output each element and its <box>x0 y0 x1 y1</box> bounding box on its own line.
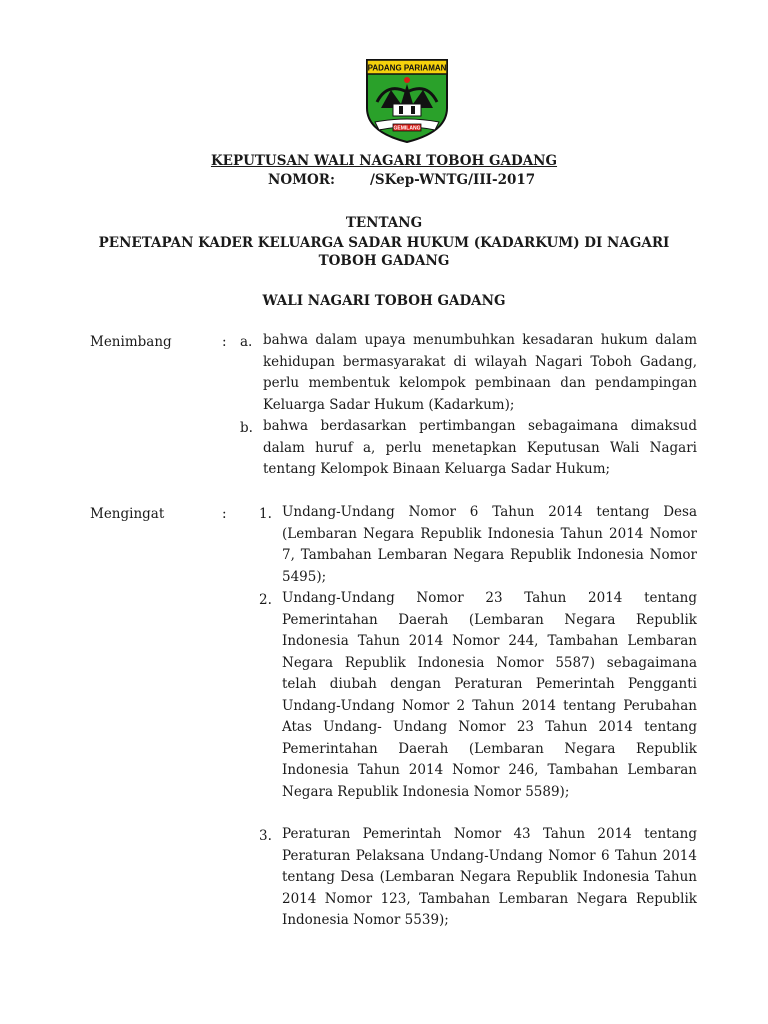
padang-pariaman-logo <box>363 56 451 144</box>
mengingat-3-text: Peraturan Pemerintah Nomor 43 Tahun 2014 tentang Peraturan Pelaksana Undang-Undang Nomor 6 Tahun 2014 tentang Desa (Lembaran Negara Republik Indonesia Tahun 2014 Nomor 123, Tambahan Lembaran Negara Republik Indonesia Nomor 5539); <box>282 826 697 928</box>
tentang-heading: TENTANG <box>345 215 423 231</box>
menimbang-b-text: bahwa berdasarkan pertimbangan sebagaimana dimaksud dalam huruf a, perlu menetapkan Keputusan Wali Nagari tentang Kelompok Binaan Keluarga Sadar Hukum; <box>263 418 697 477</box>
logo-scroll-text: GEMILANG <box>393 125 421 132</box>
authority-heading: WALI NAGARI TOBOH GADANG <box>262 293 506 309</box>
mengingat-2-text: Undang-Undang Nomor 23 Tahun 2014 tentang Pemerintahan Daerah (Lembaran Negara Republik Indonesia Tahun 2014 Nomor 244, Tambahan Lembaran Negara Republik Indonesia Nomor 5587) sebagaimana telah diubah dengan Peraturan Pemerintah Pengganti Undang-Undang Nomor 2 Tahun 2014 tentang Perubahan Atas Undang- Undang Nomor 23 Tahun 2014 tentang Pemerintahan Daerah (Lembaran Negara Republik Indonesia Tahun 2014 Nomor 246, Tambahan Lembaran Negara Republik Indonesia Nomor 5589); <box>282 590 697 800</box>
mengingat-1-text: Undang-Undang Nomor 6 Tahun 2014 tentang Desa (Lembaran Negara Republik Indonesia Tahun 2014 Nomor 7, Tambahan Lembaran Negara Republik Indonesia Nomor 5495); <box>282 504 697 585</box>
menimbang-a-text: bahwa dalam upaya menumbuhkan kesadaran hukum dalam kehidupan bermasyarakat di wilayah Nagari Toboh Gadang, perlu membentuk kelompok pembinaan dan pendampingan Keluarga Sadar Hukum (Kadarkum); <box>263 332 697 413</box>
mengingat-label: Mengingat <box>90 506 165 522</box>
logo-banner-text: PADANG PARIAMAN <box>367 63 447 73</box>
mengingat-1-marker: 1. <box>259 506 272 522</box>
menimbang-a-marker: a. <box>240 334 253 350</box>
menimbang-b-marker: b. <box>240 420 253 436</box>
menimbang-colon: : <box>222 334 227 350</box>
mengingat-colon: : <box>222 506 227 522</box>
nomor-label: NOMOR: <box>268 172 336 188</box>
mengingat-2-marker: 2. <box>259 592 272 608</box>
document-title: KEPUTUSAN WALI NAGARI TOBOH GADANG <box>210 153 558 169</box>
subject-line-2: TOBOH GADANG <box>318 253 450 269</box>
nomor-value: /SKep-WNTG/III-2017 <box>370 172 536 188</box>
subject-line-1: PENETAPAN KADER KELUARGA SADAR HUKUM (KADARKUM) DI NAGARI <box>98 235 670 251</box>
mengingat-3-marker: 3. <box>259 828 272 844</box>
menimbang-label: Menimbang <box>90 334 172 350</box>
